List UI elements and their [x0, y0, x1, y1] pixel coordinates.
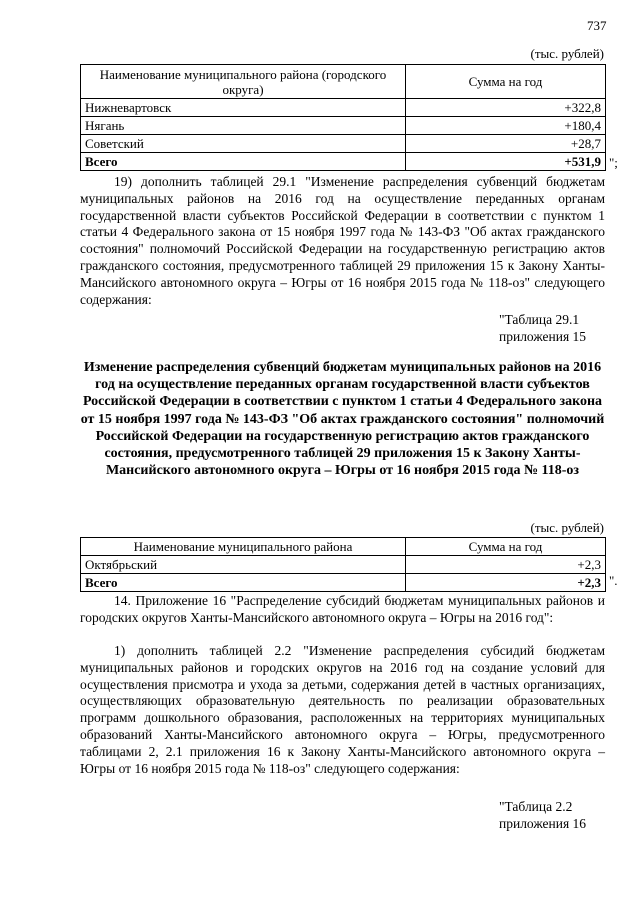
table-2-2-appendix: приложения 16 [499, 816, 587, 831]
table1-header-sum: Сумма на год [406, 65, 606, 99]
table2-closing-quote: ". [609, 573, 618, 588]
table1-row-name: Нижневартовск [81, 99, 406, 117]
paragraph-14: 14. Приложение 16 "Распределение субсидий бюджетам муниципальных районов и городских округов Ханты-Мансийского автономного округа – Югры на 2016 год": [80, 593, 605, 625]
table1-total-value: +531,9 [406, 153, 606, 171]
table-2-2-label: "Таблица 2.2 [499, 799, 573, 814]
table2-units: (тыс. рублей) [530, 520, 604, 535]
table-row [81, 153, 606, 171]
table1 [80, 64, 606, 171]
table-row [81, 135, 606, 153]
table1-row-value: +28,7 [406, 135, 606, 153]
table-row [81, 99, 606, 117]
table-row [81, 556, 606, 574]
paragraph-1: 1) дополнить таблицей 2.2 "Изменение распределения субсидий бюджетам муниципальных районов и городских округов на 2016 год на создание условий для осуществления присмотра и ухода за детьми, содержания детей в частных организациях, осуществляющих образовательную деятельность по реализации образовательных программ дошкольного образования, расположенных на территориях муниципальных образований Ханты-Мансийского автономного округа – Югры, предусмотренного таблицами 2, 2.1 приложения 16 к Закону Ханты-Мансийского автономного округа – Югры от 16 ноября 2015 года № 118-оз" следующего содержания: [80, 643, 605, 776]
table-row [81, 574, 606, 592]
table-row [81, 117, 606, 135]
table1-row-name: Советский [81, 135, 406, 153]
table-29-1-label: "Таблица 29.1 [499, 312, 580, 327]
paragraph-19: 19) дополнить таблицей 29.1 "Изменение распределения субвенций бюджетам муниципальных районов на 2016 год на осуществление переданных органам государственной власти субъектов Российской Федерации в соответствии с пунктом 1 статьи 4 Федерального закона от 15 ноября 1997 года № 143-ФЗ "Об актах гражданского состояния" полномочий Российской Федерации на государственную регистрацию актов гражданского состояния, предусмотренного таблицей 29 приложения 15 к Закону Ханты-Мансийского автономного округа – Югры от 16 ноября 2015 года № 118-оз" следующего содержания: [80, 174, 605, 307]
table2-row-value: +2,3 [406, 556, 606, 574]
table2-total-value: +2,3 [406, 574, 606, 592]
table1-row-value: +322,8 [406, 99, 606, 117]
table1-units: (тыс. рублей) [530, 46, 604, 61]
table2-total-name: Всего [81, 574, 406, 592]
table1-row-value: +180,4 [406, 117, 606, 135]
table-29-1-appendix: приложения 15 [499, 329, 587, 344]
table2 [80, 537, 606, 592]
table1-total-name: Всего [81, 153, 406, 171]
table2-row-name: Октябрьский [81, 556, 406, 574]
table2-header-name: Наименование муниципального района [81, 538, 406, 556]
table-29-1-reference [499, 311, 586, 345]
table2-header-sum: Сумма на год [406, 538, 606, 556]
page-number: 737 [587, 18, 607, 33]
section-heading: Изменение распределения субвенций бюджетам муниципальных районов на 2016 год на осуществление переданных органам государственной власти субъектов Российской Федерации в соответствии с пунктом 1 статьи 4 Федерального закона от 15 ноября 1997 года № 143-ФЗ "Об актах гражданского состояния" полномочий Российской Федерации на государственную регистрацию актов гражданского состояния, предусмотренного таблицей 29 приложения 15 к Закону Ханты-Мансийского автономного округа – Югры от 16 ноября 2015 года № 118-оз [80, 360, 605, 479]
table-2-2-reference [499, 798, 586, 832]
table1-header-name: Наименование муниципального района (городского округа) [81, 65, 406, 99]
table1-row-name: Нягань [81, 117, 406, 135]
table1-closing-quote: "; [609, 155, 618, 170]
